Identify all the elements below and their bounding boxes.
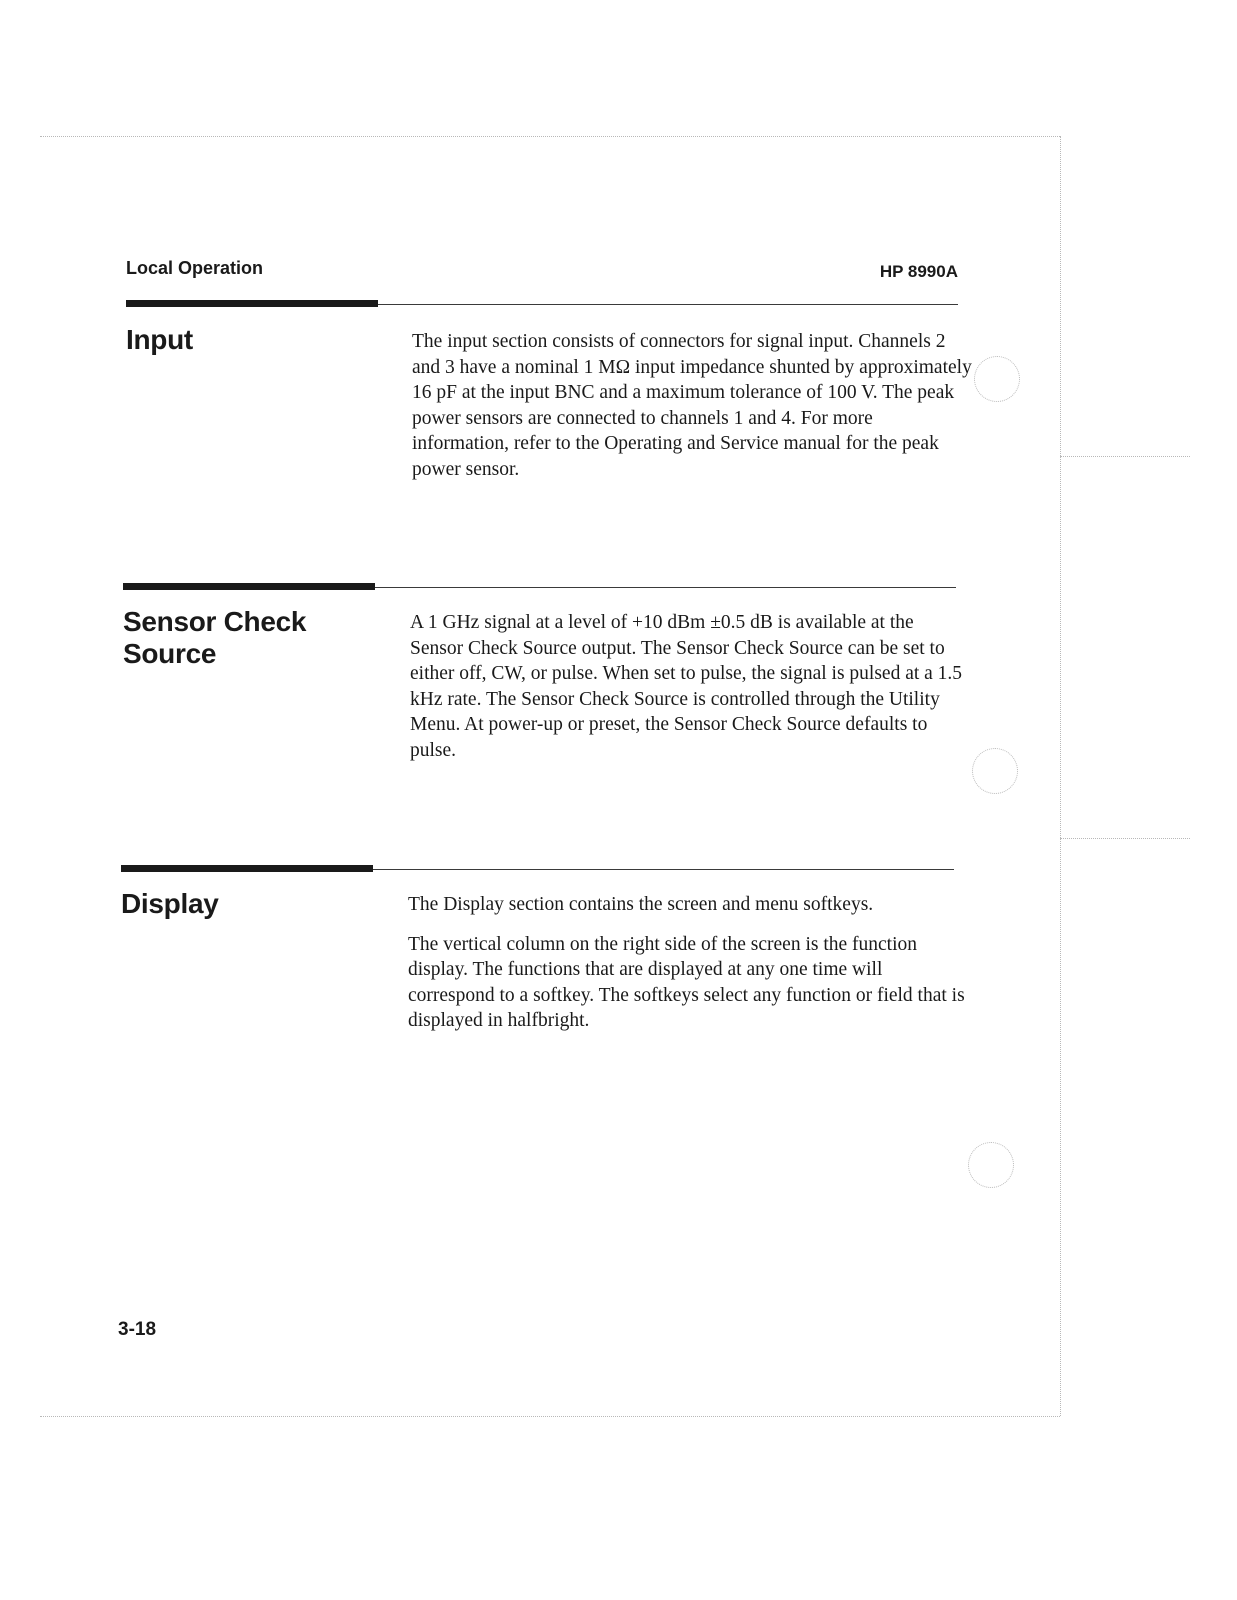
page-edge-bottom <box>40 1416 1060 1417</box>
section-title-sensor-check-source: Sensor Check Source <box>123 606 307 669</box>
section-rule-thick <box>123 583 375 590</box>
chapter-title: Local Operation <box>126 258 264 278</box>
page-number: 3-18 <box>118 1319 157 1340</box>
section-rule-thick <box>126 300 378 307</box>
section-rule-thick <box>121 865 373 872</box>
section-body-sensor-check-source <box>410 610 970 778</box>
section-rule <box>378 304 958 305</box>
paragraph: The input section consists of connectors for signal input. Channels 2 and 3 have a nominal 1 MΩ input impedance shunted by approximately 16 pF at the input BNC and a maximum tolerance of 100 V. The peak power sensors are connected to channels 1 and 4. For more information, refer to the Operating and Service manual for the peak power sensor. <box>412 331 972 480</box>
section-rule <box>373 869 954 870</box>
paragraph: The vertical column on the right side of the screen is the function display. The functions that are displayed at any one time will correspond to a softkey. The softkeys select any function or field that is displayed in halfbright. <box>408 933 965 1032</box>
section-title-display: Display <box>121 888 219 919</box>
section-rule <box>375 587 956 588</box>
paragraph: A 1 GHz signal at a level of +10 dBm ±0.5 dB is available at the Sensor Check Source output. The Sensor Check Source can be set to either off, CW, or pulse. When set to pulse, the signal is pulsed at a 1.5 kHz rate. The Sensor Check Source is controlled through the Utility Menu. At power-up or preset, the Sensor Check Source defaults to pulse. <box>410 612 963 761</box>
punch-hole <box>974 356 1020 402</box>
section-body-input <box>412 329 972 497</box>
model-number: HP 8990A <box>879 262 958 281</box>
tab-divider <box>1060 456 1190 457</box>
tab-divider <box>1060 838 1190 839</box>
punch-hole <box>968 1142 1014 1188</box>
paragraph: The Display section contains the screen and menu softkeys. <box>408 894 874 915</box>
page-edge-top <box>40 136 1060 137</box>
page-edge-right <box>1060 136 1061 1416</box>
punch-hole <box>972 748 1018 794</box>
section-body-display <box>408 892 968 1048</box>
section-title-input: Input <box>126 324 193 355</box>
